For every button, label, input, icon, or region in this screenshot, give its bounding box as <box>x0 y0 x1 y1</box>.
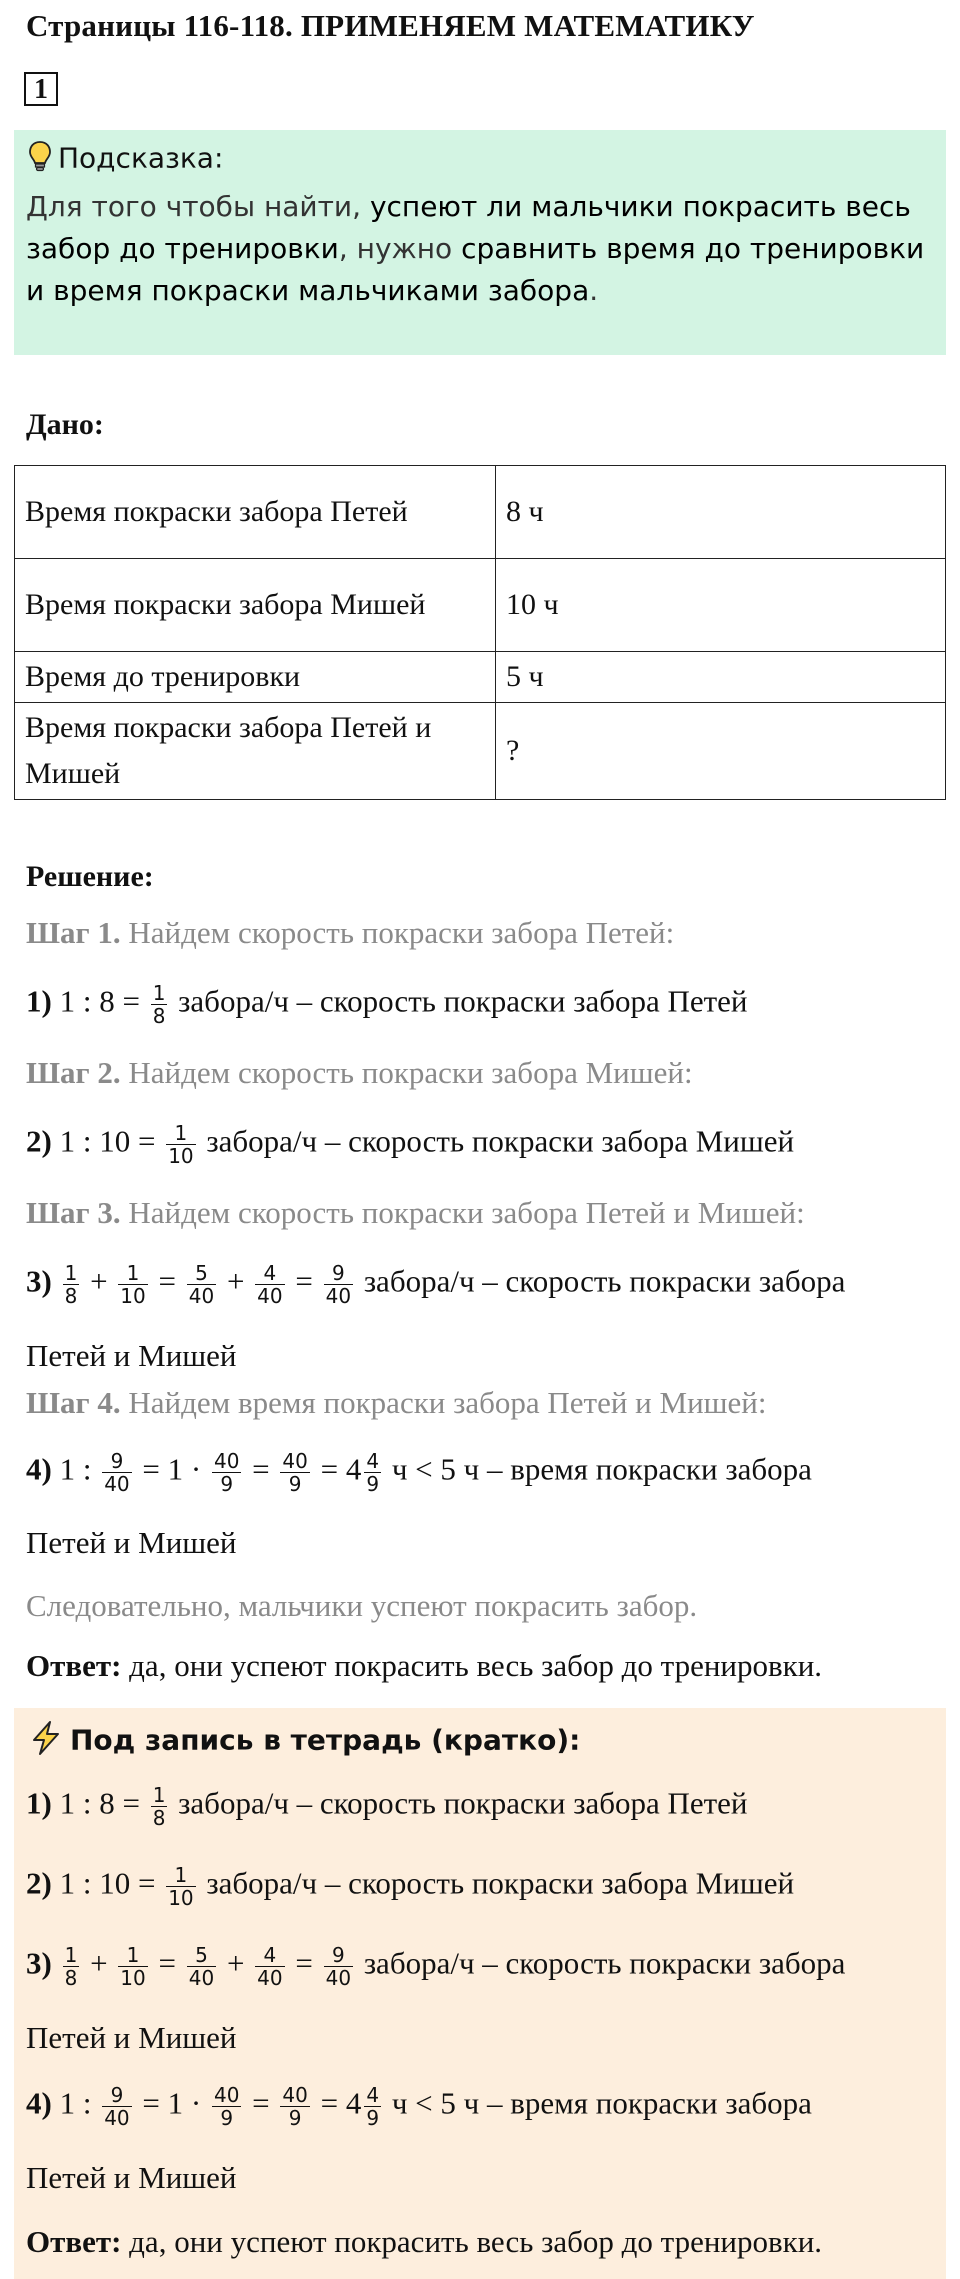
operator: + <box>219 1263 253 1299</box>
equation-text: забора/ч – скорость покраски забора <box>356 1263 846 1299</box>
numerator: 40 <box>213 1449 240 1473</box>
notebook-box <box>14 1708 946 2279</box>
hint-heading-text: Подсказка: <box>58 141 224 175</box>
step-text: Найдем скорость покраски забора Петей и Мишей: <box>120 1195 805 1230</box>
equation-number: 1) <box>26 1785 52 1821</box>
denominator: 9 <box>220 1472 234 1496</box>
numerator: 5 <box>187 1262 216 1285</box>
equation-text: ч < 5 ч – время покраски забора <box>384 1451 812 1487</box>
denominator: 40 <box>188 1966 215 1990</box>
page-title: Страницы 116-118. ПРИМЕНЯЕМ МАТЕМАТИКУ <box>26 8 755 43</box>
equation-text: = 1 · <box>134 1451 209 1487</box>
equation-text: забора/ч – скорость покраски забора Мишей <box>198 1865 795 1901</box>
equation-text: 1 : <box>51 1451 100 1487</box>
equation-text: 1 : 8 = <box>51 1785 148 1821</box>
equation-number: 3) <box>26 1945 52 1981</box>
hint-heading <box>28 140 223 179</box>
numerator: 9 <box>324 1944 353 1967</box>
hint-box <box>14 130 946 355</box>
denominator: 10 <box>168 1144 194 1168</box>
hint-text <box>26 186 936 312</box>
fraction <box>280 2084 309 2129</box>
table-cell: Время покраски забора Петей и Мишей <box>15 703 496 800</box>
fraction <box>324 1944 353 1989</box>
denominator: 8 <box>152 1004 166 1028</box>
table-cell: Время покраски забора Петей <box>15 466 496 559</box>
operator: = <box>150 1263 184 1299</box>
equation-text: 1 : <box>51 2085 100 2121</box>
denominator: 10 <box>120 1284 146 1308</box>
fraction <box>118 1944 147 1989</box>
table-cell: 5 ч <box>496 652 946 703</box>
fraction <box>255 1262 284 1307</box>
task-number: 1 <box>24 72 58 106</box>
fraction <box>166 1864 195 1909</box>
numerator: 9 <box>102 2084 131 2107</box>
operator: = <box>287 1263 321 1299</box>
fraction <box>364 1450 381 1495</box>
denominator: 9 <box>220 2106 234 2130</box>
numerator: 1 <box>166 1122 195 1145</box>
hint-text-part: сравнить время до тренировки и время покраски мальчиками забора <box>26 232 925 307</box>
table-cell: 10 ч <box>496 559 946 652</box>
table-row <box>15 466 946 559</box>
fraction <box>63 1944 80 1989</box>
step-label: Шаг 4. <box>26 1385 121 1420</box>
equation-4-continued: Петей и Мишей <box>26 1525 237 1560</box>
step-label: Шаг 1. <box>26 915 121 950</box>
step-3 <box>26 1195 805 1231</box>
denominator: 8 <box>152 1806 166 1830</box>
numerator: 4 <box>255 1944 284 1967</box>
table-cell: ? <box>496 703 946 800</box>
numerator: 9 <box>102 1450 131 1473</box>
denominator: 9 <box>366 2106 380 2130</box>
equation-3-continued: Петей и Мишей <box>26 1338 237 1373</box>
fraction <box>118 1262 147 1307</box>
hint-text-part: успеют ли мальчики покрасить весь забор до тренировки <box>26 190 911 265</box>
equation-3 <box>26 1262 845 1307</box>
fraction <box>151 1784 168 1829</box>
step-text: Найдем скорость покраски забора Петей: <box>120 915 675 950</box>
fraction <box>151 982 168 1027</box>
numerator: 1 <box>64 1943 78 1967</box>
notebook-equation-3 <box>26 1944 845 1989</box>
denominator: 40 <box>325 1966 352 1990</box>
equation-text: = 4 <box>312 2085 362 2121</box>
fraction <box>102 2084 131 2129</box>
equation-number: 4) <box>26 1451 52 1487</box>
hint-text-part: , нужно <box>338 232 462 265</box>
operator: = <box>287 1945 321 1981</box>
equation-1 <box>26 982 748 1027</box>
fraction <box>212 1450 241 1495</box>
equation-number: 3) <box>26 1263 52 1299</box>
fraction <box>102 1450 131 1495</box>
equation-text: = 1 · <box>134 2085 209 2121</box>
equation-number: 1) <box>26 983 52 1019</box>
denominator: 40 <box>104 1472 130 1496</box>
numerator: 40 <box>213 2083 240 2107</box>
lightning-icon <box>28 1720 64 1763</box>
numerator: 40 <box>282 1449 308 1473</box>
step-2 <box>26 1055 693 1091</box>
given-table <box>14 465 946 800</box>
fraction <box>280 1450 309 1495</box>
hint-text-part: . <box>589 274 599 307</box>
fraction <box>364 2084 381 2129</box>
denominator: 40 <box>257 1284 283 1308</box>
equation-text: 1 : 10 = <box>51 1865 164 1901</box>
notebook-equation-3-continued: Петей и Мишей <box>26 2020 237 2055</box>
denominator: 8 <box>64 1966 78 1990</box>
fraction <box>166 1122 195 1167</box>
equation-text: забора/ч – скорость покраски забора Петей <box>170 983 748 1019</box>
denominator: 40 <box>257 1966 283 1990</box>
denominator: 10 <box>168 1886 194 1910</box>
numerator: 1 <box>118 1944 147 1967</box>
numerator: 1 <box>152 981 166 1005</box>
table-row <box>15 559 946 652</box>
equation-text: забора/ч – скорость покраски забора Петей <box>170 1785 748 1821</box>
denominator: 8 <box>64 1284 78 1308</box>
step-label: Шаг 3. <box>26 1195 121 1230</box>
denominator: 40 <box>325 1284 352 1308</box>
fraction <box>63 1262 80 1307</box>
given-label: Дано: <box>26 408 104 441</box>
numerator: 5 <box>187 1944 216 1967</box>
numerator: 1 <box>152 1783 166 1807</box>
denominator: 9 <box>288 2106 302 2130</box>
conclusion: Следовательно, мальчики успеют покрасить забор. <box>26 1588 698 1623</box>
step-1 <box>26 915 674 951</box>
step-text: Найдем скорость покраски забора Мишей: <box>120 1055 693 1090</box>
numerator: 1 <box>166 1864 195 1887</box>
step-label: Шаг 2. <box>26 1055 121 1090</box>
table-cell: Время до тренировки <box>15 652 496 703</box>
notebook-equation-1 <box>26 1784 748 1829</box>
step-text: Найдем время покраски забора Петей и Мишей: <box>120 1385 767 1420</box>
fraction <box>187 1944 216 1989</box>
operator: + <box>82 1263 116 1299</box>
denominator: 9 <box>366 1472 380 1496</box>
answer-label: Ответ: <box>26 2224 122 2259</box>
solution-label: Решение: <box>26 860 154 893</box>
equation-text: забора/ч – скорость покраски забора <box>356 1945 846 1981</box>
notebook-answer <box>26 2224 822 2260</box>
equation-number: 2) <box>26 1123 52 1159</box>
numerator: 4 <box>255 1262 284 1285</box>
equation-number: 2) <box>26 1865 52 1901</box>
numerator: 4 <box>366 2083 380 2107</box>
denominator: 9 <box>288 1472 302 1496</box>
fraction <box>212 2084 241 2129</box>
numerator: 40 <box>282 2083 308 2107</box>
answer-label: Ответ: <box>26 1648 122 1683</box>
equation-text: забора/ч – скорость покраски забора Мишей <box>198 1123 795 1159</box>
numerator: 1 <box>64 1261 78 1285</box>
answer-text: да, они успеют покрасить весь забор до тренировки. <box>121 1648 823 1683</box>
denominator: 40 <box>104 2106 130 2130</box>
notebook-heading <box>28 1720 580 1763</box>
equation-text: 1 : 10 = <box>51 1123 164 1159</box>
equation-text: = 4 <box>312 1451 362 1487</box>
notebook-equation-2 <box>26 1864 794 1909</box>
equation-text: = <box>244 2085 278 2121</box>
hint-text-part: Для того чтобы найти, <box>26 190 370 223</box>
notebook-equation-4 <box>26 2084 812 2129</box>
table-cell: 8 ч <box>496 466 946 559</box>
numerator: 1 <box>118 1262 147 1285</box>
table-cell: Время покраски забора Мишей <box>15 559 496 652</box>
equation-number: 4) <box>26 2085 52 2121</box>
operator: + <box>219 1945 253 1981</box>
equation-4 <box>26 1450 812 1495</box>
table-row <box>15 703 946 800</box>
answer-text: да, они успеют покрасить весь забор до тренировки. <box>121 2224 823 2259</box>
notebook-heading-text: Под запись в тетрадь (кратко): <box>70 1723 581 1757</box>
notebook-equation-4-continued: Петей и Мишей <box>26 2160 237 2195</box>
equation-text: ч < 5 ч – время покраски забора <box>384 2085 812 2121</box>
operator: = <box>150 1945 184 1981</box>
fraction <box>255 1944 284 1989</box>
numerator: 4 <box>366 1449 380 1473</box>
table-row <box>15 652 946 703</box>
equation-2 <box>26 1122 794 1167</box>
fraction <box>324 1262 353 1307</box>
lightbulb-icon <box>28 140 52 179</box>
fraction <box>187 1262 216 1307</box>
answer <box>26 1648 822 1684</box>
operator: + <box>82 1945 116 1981</box>
equation-text: 1 : 8 = <box>51 983 148 1019</box>
step-4 <box>26 1385 767 1421</box>
denominator: 40 <box>188 1284 215 1308</box>
equation-text: = <box>244 1451 278 1487</box>
denominator: 10 <box>120 1966 146 1990</box>
numerator: 9 <box>324 1262 353 1285</box>
